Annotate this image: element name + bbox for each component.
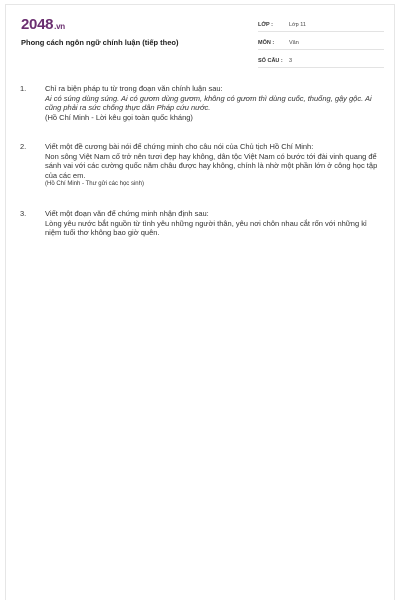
question-quote: Non sông Việt Nam cố trở nên tươi đẹp hay không, dân tộc Việt Nam có bước tới đài vinh quang để sánh vai với các cường quốc năm châu được hay không, chính là nhờ một phần lớn ở công học tập của các em. [45, 151, 378, 180]
meta-row-class [258, 15, 384, 32]
question-body [45, 209, 382, 238]
question-quote: Ai có súng dùng súng. Ai có gươm dùng gươm, không có gươm thì dùng cuốc, thuổng, gậy gộc. Ai cũng phải ra sức chống thực dân Pháp cứu nước. [45, 93, 372, 112]
question-number: 1. [20, 84, 27, 93]
question-list [20, 84, 382, 258]
question-item [20, 142, 382, 189]
meta-value: Văn [289, 40, 299, 46]
meta-label: LỚP : [258, 22, 273, 28]
meta-value: 3 [289, 58, 293, 64]
meta-value: Lớp 11 [289, 22, 306, 28]
brand-logo[interactable] [21, 16, 65, 33]
question-prompt: Viết một đề cương bài nói để chứng minh cho câu nói của Chủ tịch Hồ Chí Minh: [45, 142, 314, 151]
question-item [20, 84, 382, 122]
question-number: 2. [20, 142, 27, 151]
meta-row-count [258, 51, 384, 68]
page-title: Phong cách ngôn ngữ chính luận (tiếp theo) [21, 38, 179, 47]
meta-panel [258, 15, 384, 69]
meta-label: SỐ CÂU : [258, 58, 283, 64]
question-source: (Hồ Chí Minh - Thư gửi các học sinh) [45, 181, 144, 187]
question-prompt: Viết một đoạn văn để chứng minh nhận định sau: [45, 209, 209, 218]
question-item [20, 209, 382, 238]
question-quote: Lòng yêu nước bắt nguồn từ tình yêu những người thân, yêu nơi chôn nhau cắt rốn với những kỉ niệm tuổi thơ không bao giờ quên. [45, 218, 367, 237]
meta-label: MÔN : [258, 40, 275, 46]
worksheet-page [5, 4, 395, 600]
question-source: (Hồ Chí Minh - Lời kêu gọi toàn quốc kháng) [45, 112, 193, 122]
logo-text: 2048 [21, 16, 54, 33]
question-body [45, 84, 382, 122]
question-prompt: Chỉ ra biện pháp tu từ trong đoạn văn chính luận sau: [45, 84, 223, 93]
question-number: 3. [20, 209, 27, 218]
worksheet-header [6, 5, 394, 71]
question-body [45, 142, 382, 189]
logo-suffix: .vn [54, 22, 65, 31]
meta-row-subject [258, 33, 384, 50]
